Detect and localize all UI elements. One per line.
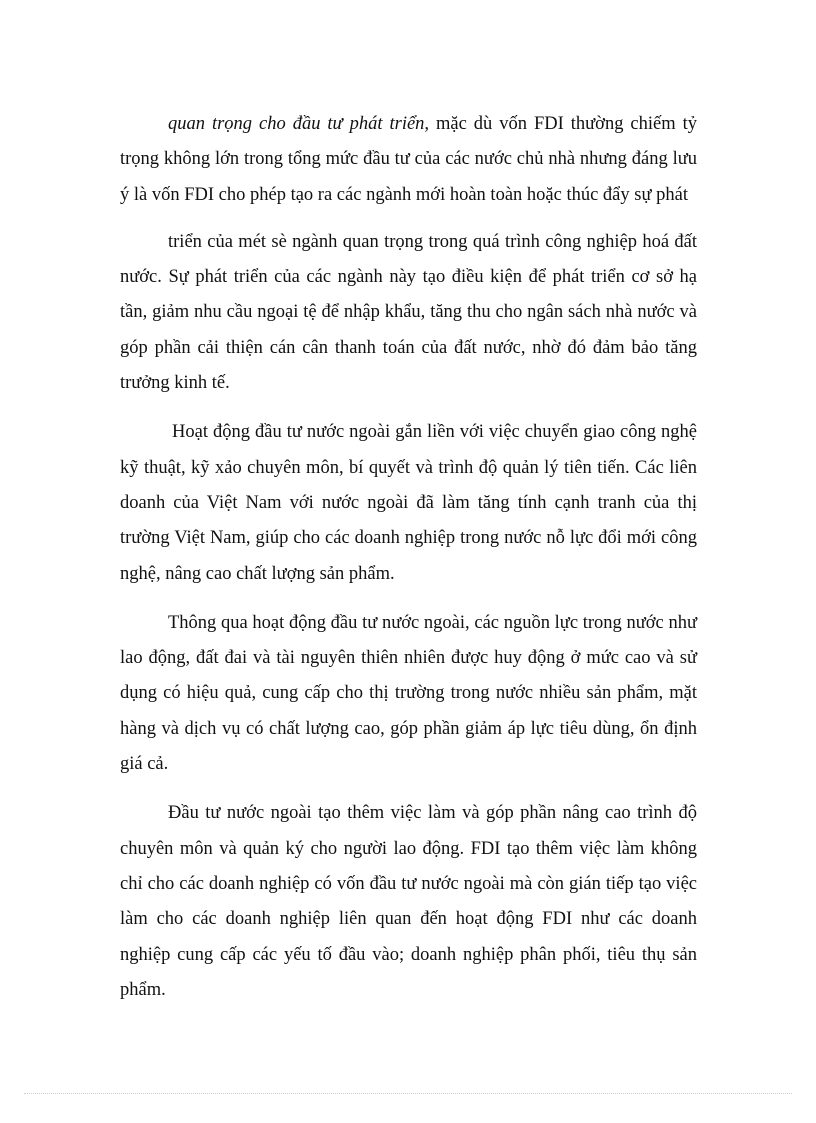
paragraph-1-italic-lead: quan trọng cho đầu tư phát triển, [168, 114, 430, 134]
paragraph-3: Hoạt động đầu tư nước ngoài gắn liền với việc chuyển giao công nghệ kỹ thuật, kỹ xảo chuyên môn, bí quyết và trình độ quản lý tiên tiến. Các liên doanh của Việt Nam với nước ngoài đã làm tăng tính cạnh tranh của thị trường Việt Nam, giúp cho các doanh nghiệp trong nước nỗ lực đổi mới công nghệ, nâng cao chất lượng sản phẩm. [120, 422, 697, 584]
paragraph-1 [120, 107, 697, 213]
paragraph-2: triển của mét sè ngành quan trọng trong quá trình công nghiệp hoá đất nước. Sự phát triển của các ngành này tạo điều kiện để phát triển cơ sở hạ tần, giảm nhu cầu ngoại tệ để nhập khẩu, tăng thu cho ngân sách nhà nước và góp phần cải thiện cán cân thanh toán của đất nước, nhờ đó đảm bảo tăng trưởng kinh tế. [120, 231, 697, 394]
document-body [120, 107, 697, 1026]
page-bottom-rule [24, 1093, 792, 1094]
paragraph-1-text: mặc dù vốn FDI thường chiếm tỷ trọng không lớn trong tổng mức đầu tư của các nước chủ nhà nhưng đáng lưu ý là vốn FDI cho phép tạo ra các ngành mới hoàn toàn hoặc thúc đẩy sự phát [120, 114, 697, 205]
paragraph-5: Đầu tư nước ngoài tạo thêm việc làm và góp phần nâng cao trình độ chuyên môn và quản ký cho người lao động. FDI tạo thêm việc làm không chỉ cho các doanh nghiệp có vốn đầu tư nước ngoài mà còn gián tiếp tạo việc làm cho các doanh nghiệp liên quan đến hoạt động FDI như các doanh nghiệp cung cấp các yếu tố đầu vào; doanh nghiệp phân phối, tiêu thụ sản phẩm. [120, 803, 697, 1000]
paragraph-4: Thông qua hoạt động đầu tư nước ngoài, các nguồn lực trong nước như lao động, đất đai và tài nguyên thiên nhiên được huy động ở mức cao và sử dụng có hiệu quả, cung cấp cho thị trường trong nước nhiều sản phẩm, mặt hàng và dịch vụ có chất lượng cao, góp phần giảm áp lực tiêu dùng, ổn định giá cả. [120, 612, 697, 775]
